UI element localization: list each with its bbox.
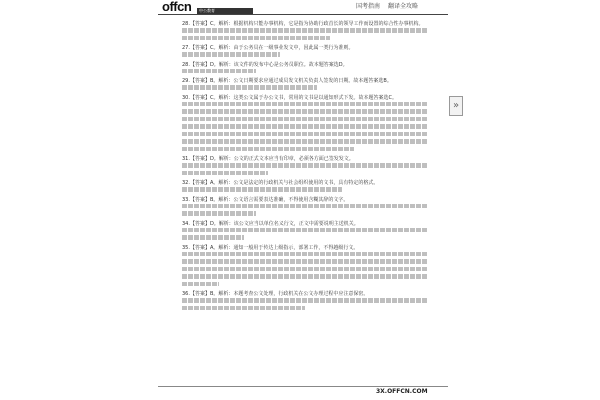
answer-paragraph (182, 220, 428, 240)
text-line (182, 36, 330, 41)
next-page-button[interactable]: » (449, 96, 463, 116)
text-line (182, 171, 268, 176)
text-line (182, 163, 428, 168)
text-line (182, 187, 342, 192)
text-line (182, 211, 256, 216)
text-line (182, 69, 256, 74)
answer-text: 36.【答案】B。解析：本题考查公文处理，行政机关在公文办理过程中应注意保密。 (182, 291, 369, 297)
text-line (182, 139, 428, 144)
answer-text: 30.【答案】C。解析：这类公文属于办公文书，常用的文书是以通知形式下发。故本题答案选C。 (182, 94, 397, 101)
footer-url: 3X.OFFCN.COM (376, 388, 428, 395)
answer-paragraph (182, 61, 428, 74)
header-link-translation[interactable]: 翻译全攻略 (387, 3, 418, 10)
brand-logo: offcn (162, 0, 192, 14)
answer-paragraph (182, 290, 428, 310)
brand-tagline: 中公教育 (199, 8, 215, 13)
text-line (182, 204, 428, 209)
answer-text: 27.【答案】C。解析：由于公务员在一级事业发文中，因此属一类行为准则。 (182, 45, 354, 51)
text-line (182, 52, 280, 57)
answer-paragraph (182, 20, 428, 40)
header-divider (158, 14, 448, 15)
answer-paragraph (182, 44, 428, 57)
document-body (182, 16, 428, 310)
answer-paragraph (182, 77, 428, 90)
text-line (182, 267, 428, 272)
text-line (182, 228, 428, 233)
answer-text: 31.【答案】D。解析：公文的正式文本应当有印章，必须各方面已签发发文。 (182, 156, 354, 162)
answer-text: 29.【答案】B。解析：公文日期要求应通过成员发文机关负责人签发的日期。故本题答案选B。 (182, 78, 392, 84)
text-line (182, 85, 317, 90)
header-link-guide[interactable]: 国考指南 (356, 3, 381, 10)
answer-text: 28.【答案】C。解析：根据机构只能办事机构，它是指为协助行政首长的领导工作而设置的综合性办事机构。 (182, 21, 424, 27)
header-links (356, 1, 424, 10)
text-line (182, 109, 428, 114)
text-line (182, 259, 428, 264)
text-line (182, 147, 354, 152)
answer-text: 33.【答案】B。解析：公文语言需要表达准确，不得使用含糊其辞的文字。 (182, 196, 349, 203)
text-line (182, 124, 428, 129)
answer-text: 28.【答案】D。解析：该文件的发布中心是公务员职位。故本题答案选D。 (182, 61, 348, 68)
text-line (182, 282, 219, 287)
answer-paragraph (182, 196, 428, 216)
answer-paragraph (182, 155, 428, 175)
answer-text: 34.【答案】D。解析：该公文应当以单位名义行文，正文中需要说明主送机关。 (182, 220, 359, 227)
answer-text: 32.【答案】A。解析：公文是法定的行政机关与社会组织使用的文书，具有特定的格式。 (182, 180, 379, 186)
text-line (182, 306, 305, 311)
text-line (182, 28, 428, 33)
text-line (182, 235, 244, 240)
text-line (182, 274, 428, 279)
text-line (182, 298, 428, 303)
answer-paragraph (182, 94, 428, 152)
answer-paragraph (182, 179, 428, 192)
text-line (182, 252, 428, 257)
answer-text: 35.【答案】A。解析：通知一般用于传达上级指示，部署工作，不得越级行文。 (182, 244, 359, 251)
text-line (182, 132, 428, 137)
text-line (182, 102, 428, 107)
footer-divider (158, 386, 448, 387)
answer-paragraph (182, 244, 428, 287)
text-line (182, 117, 428, 122)
